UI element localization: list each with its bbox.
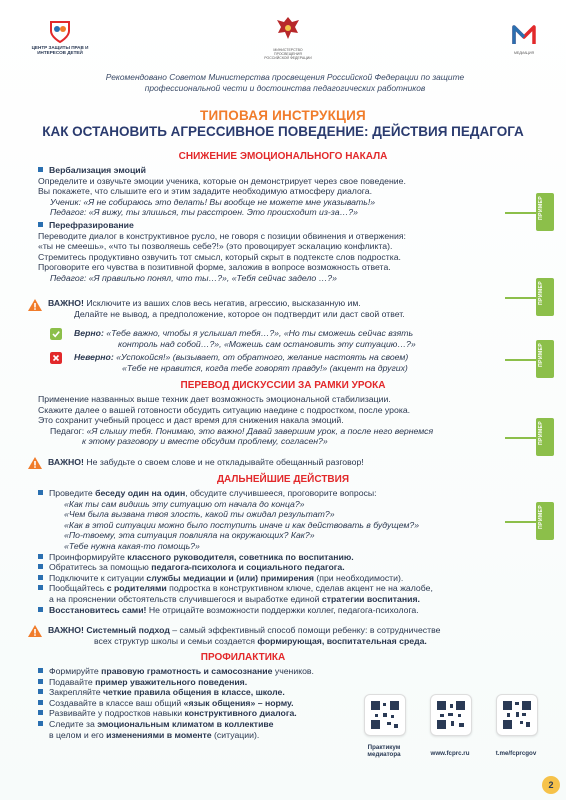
- qr-label-mediator: Практикум медиатора: [367, 744, 401, 758]
- left-logo-caption: ЦЕНТР ЗАЩИТЫ ПРАВ И ИНТЕРЕСОВ ДЕТЕЙ: [31, 45, 89, 55]
- qr-code-telegram[interactable]: [496, 694, 538, 736]
- bullet-icon: [38, 668, 43, 673]
- reframe-line-3: Стремитесь продуктивно озвучить тот смысл, который скрыт в подтексте слов подростка.: [38, 251, 401, 262]
- right-label: Верно:: [74, 328, 104, 338]
- warning-icon: [27, 456, 43, 470]
- center-logo-left: [30, 18, 90, 55]
- example-arrow: [505, 212, 536, 214]
- verbal-line-2: Вы покажете, что слышите его и этим зададите необходимую атмосферу диалога.: [38, 186, 373, 197]
- important-line-1: Исключите из ваших слов весь негатив, агрессию, высказанную им.: [86, 298, 361, 308]
- page-number: 2: [542, 776, 560, 794]
- bullet-icon: [38, 721, 43, 726]
- section-2-body: Применение названных выше техник дает возможность эмоциональной стабилизации. Скажите далее о вашей готовности обсудить ситуацию наедине с подростком, после урока. Это сохранит учебный процесс и даст время для снижения накала эмоций. Педагог: «Я слышу тебя. Понимаю, это важно! Давай завершим урок, а после него вернемся к этому разговору и вместе обсудим проблему, согласен?»: [38, 394, 434, 447]
- bullet-icon: [38, 222, 43, 227]
- center-logo-caption: МИНИСТЕРСТВО ПРОСВЕЩЕНИЯ РОССИЙСКОЙ ФЕДЕРАЦИИ: [264, 48, 312, 60]
- section-1-heading: СНИЖЕНИЕ ЭМОЦИОНАЛЬНОГО НАКАЛА: [178, 151, 388, 162]
- example-arrow: [505, 297, 536, 299]
- example-arrow: [505, 437, 536, 439]
- wrong-examples: Неверно: «Успокойся!» (вызывает, от обратного, желание настоять на своем) «Тебе не нравится, когда тебе говорят правду!» (акцент на других): [74, 352, 409, 373]
- ministry-logo: [262, 14, 314, 60]
- doc-title: ТИПОВАЯ ИНСТРУКЦИЯ: [200, 108, 366, 123]
- important-label: ВАЖНО!: [48, 298, 84, 308]
- verbal-teacher: Педагог: «Я вижу, ты злишься, ты расстроен. Это происходит из-за…?»: [50, 207, 358, 218]
- right-examples: Верно: «Тебе важно, чтобы я услышал тебя…?», «Но ты сможешь сейчас взять контроль над собой…?», «Можешь сам остановить эту ситуацию…?»: [74, 328, 416, 349]
- shield-logo-icon: [47, 18, 73, 44]
- section-3-important: ВАЖНО! Системный подход – самый эффективный способ помощи ребенку: в сотрудничестве всех структур школы и семьи создается формирующая, воспитательная среда.: [48, 625, 441, 646]
- m-letter-icon: [512, 24, 536, 46]
- example-arrow: [505, 521, 536, 523]
- bullet-icon: [38, 564, 43, 569]
- example-tab: ПРИМЕР: [536, 278, 554, 316]
- bullet-icon: [38, 700, 43, 705]
- teacher-label: Педагог:: [50, 425, 85, 436]
- example-tab: ПРИМЕР: [536, 418, 554, 456]
- example-tab: ПРИМЕР: [536, 193, 554, 231]
- bullet-icon: [38, 490, 43, 495]
- qr-icon: [365, 695, 405, 735]
- intro-text: Рекомендовано Советом Министерства просвещения Российской Федерации по защите профессиональной чести и достоинства педагогических работников: [105, 72, 465, 93]
- verbal-line-1: Определите и озвучьте эмоции ученика, которые он демонстрирует через свое поведение.: [38, 175, 406, 186]
- qr-icon: [431, 695, 471, 735]
- bullet-icon: [38, 554, 43, 559]
- reframe-teacher: Педагог: «Я правильно понял, что ты…?», «Тебя сейчас задело …?»: [50, 272, 337, 283]
- bullet-icon: [38, 585, 43, 590]
- bullet-icon: [38, 575, 43, 580]
- check-icon: [50, 328, 62, 340]
- right-logo-caption: МЕДИАЦИЯ: [513, 51, 535, 55]
- qr-code-mediator[interactable]: [364, 694, 406, 736]
- bullet-icon: [38, 689, 43, 694]
- mediation-logo: [508, 24, 540, 55]
- bullet-icon: [38, 167, 43, 172]
- section-4-heading: ПРОФИЛАКТИКА: [200, 652, 286, 663]
- qr-label-site[interactable]: www.fcprc.ru: [430, 750, 470, 757]
- bullet-icon: [38, 710, 43, 715]
- reframe-line-2: «ты не смеешь», «что ты позволяешь себе?!» (это провоцирует эскалацию конфликта).: [38, 241, 393, 252]
- reframe-line-4: Проговорите его чувства в позитивной форме, заложив в вопросе возможность ответа.: [38, 262, 391, 273]
- qr-code-site[interactable]: [430, 694, 472, 736]
- reframe-title: Перефразирование: [38, 220, 516, 231]
- doc-subtitle: КАК ОСТАНОВИТЬ АГРЕССИВНОЕ ПОВЕДЕНИЕ: ДЕЙСТВИЯ ПЕДАГОГА: [42, 124, 524, 139]
- section-1-body: [38, 165, 516, 284]
- bullet-icon: [38, 607, 43, 612]
- section-4-body: Формируйте правовую грамотность и самосознание учеников. Подавайте пример уважительного поведения. Закрепляйте четкие правила общения в классе, школе. Создавайте в классе ваш общий «язык общения» – норму. Развивайте у подростков навыки конструктивного диалога. Следите за эмоциональным климатом в коллективе в целом и его изменениями в моменте (ситуации).: [38, 666, 358, 740]
- eagle-emblem-icon: [274, 14, 302, 42]
- section-3-heading: ДАЛЬНЕЙШИЕ ДЕЙСТВИЯ: [216, 474, 350, 485]
- section-3-body: Проведите беседу один на один, обсудите случившееся, проговорите вопросы: «Как ты сам видишь эту ситуацию от начала до конца?» «Чем была вызвана твоя злость, какой ты ожидал результат?» «Как в этой ситуации можно было поступить иначе и как действовать в будущем?» «По-твоему, эта ситуация повлияла на окружающих? Как?» «Тебе нужна какая-то помощь?» Проинформируйте классного руководителя, советника по воспитанию. Обратитесь за помощью педагога-психолога и социального педагога. Подключите к ситуации службы медиации и (или) примирения (при необходимости). Пообщайтесь с родителями подростка в конструктивном ключе, сделав акцент не на жалобе, а на прояснении обстоятельств случившегося и выработке единой стратегии воспитания. Восстановитесь сами! Не отрицайте возможности поддержки коллег, педагога-психолога.: [38, 488, 516, 615]
- warning-icon: [27, 298, 43, 312]
- cross-icon: [50, 352, 62, 364]
- reframe-line-1: Переводите диалог в конструктивное русло, не говоря с позиции обвинения и отвержения:: [38, 230, 406, 241]
- section-1-important: [48, 298, 518, 319]
- bullet-icon: [38, 679, 43, 684]
- important-line-2: Делайте не вывод, а предположение, которое он подтвердит или даст свой ответ.: [74, 308, 405, 319]
- qr-label-telegram[interactable]: t.me/fcprcgov: [495, 750, 537, 757]
- example-tab: ПРИМЕР: [536, 340, 554, 378]
- example-tab: ПРИМЕР: [536, 502, 554, 540]
- verbal-student: Ученик: «Я не собираюсь это делать! Вы вообще не можете мне указывать!»: [50, 196, 376, 207]
- qr-icon: [497, 695, 537, 735]
- header: [0, 8, 566, 70]
- verbal-title: Вербализация эмоций: [38, 165, 516, 176]
- section-2-important: ВАЖНО! Не забудьте о своем слове и не откладывайте обещанный разговор!: [48, 457, 364, 467]
- wrong-label: Неверно:: [74, 352, 114, 362]
- section-2-heading: ПЕРЕВОД ДИСКУССИИ ЗА РАМКИ УРОКА: [180, 380, 386, 391]
- example-arrow: [505, 359, 536, 361]
- warning-icon: [27, 624, 43, 638]
